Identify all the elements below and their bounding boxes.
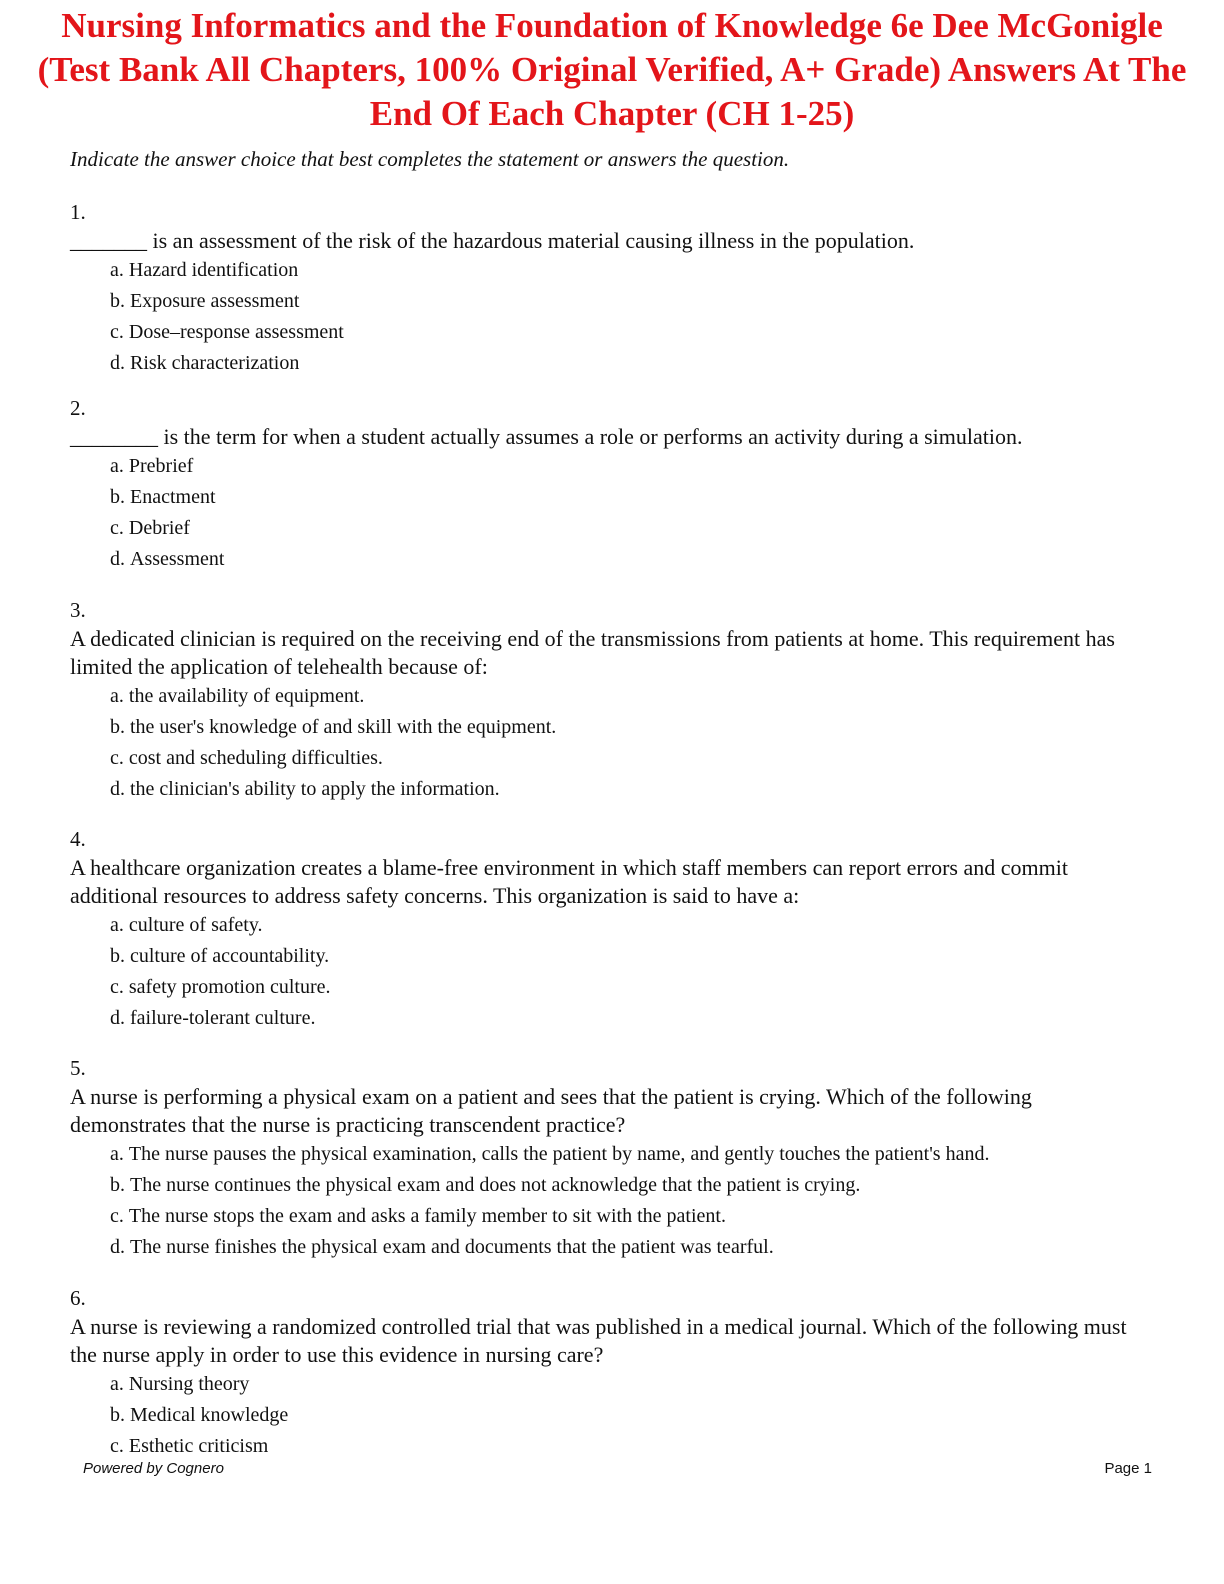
option-text: Debrief bbox=[128, 517, 190, 539]
option-text: Medical knowledge bbox=[130, 1404, 289, 1426]
option-text: the user's knowledge of and skill with the equipment. bbox=[130, 716, 557, 738]
option-text: failure-tolerant culture. bbox=[130, 1007, 316, 1029]
answer-option bbox=[110, 544, 1150, 575]
answer-option bbox=[110, 712, 1150, 743]
option-letter: a. bbox=[110, 259, 124, 281]
option-letter: b. bbox=[110, 716, 125, 738]
option-letter: c. bbox=[110, 321, 124, 343]
option-text: the availability of equipment. bbox=[128, 685, 365, 707]
question-stem: A nurse is performing a physical exam on a patient and sees that the patient is crying. Which of the following demonstrates that the nurse is practicing transcendent practice? bbox=[70, 1084, 1032, 1137]
instructions: Indicate the answer choice that best completes the statement or answers the question. bbox=[70, 147, 790, 171]
option-text: Exposure assessment bbox=[130, 290, 300, 312]
question-6 bbox=[70, 1285, 1150, 1462]
answer-options bbox=[110, 255, 1150, 379]
option-letter: b. bbox=[110, 486, 125, 508]
option-text: Hazard identification bbox=[128, 259, 299, 281]
option-text: Esthetic criticism bbox=[128, 1435, 269, 1457]
option-letter: a. bbox=[110, 685, 124, 707]
answer-options bbox=[110, 1139, 1150, 1263]
answer-options bbox=[110, 910, 1150, 1034]
answer-option bbox=[110, 1170, 1150, 1201]
question-stem-text: is the term for when a student actually assumes a role or performs an activity during a simulation. bbox=[163, 424, 1023, 449]
answer-options bbox=[110, 451, 1150, 575]
option-letter: c. bbox=[110, 1435, 124, 1457]
question-number: 5. bbox=[70, 1056, 86, 1080]
answer-option bbox=[110, 743, 1150, 774]
answer-option bbox=[110, 1400, 1150, 1431]
answer-option bbox=[110, 1139, 1150, 1170]
option-letter: b. bbox=[110, 945, 125, 967]
question-number: 1. bbox=[70, 200, 86, 224]
question-stem bbox=[70, 227, 1150, 255]
option-letter: d. bbox=[110, 548, 125, 570]
answer-option bbox=[110, 1232, 1150, 1263]
answer-option bbox=[110, 1003, 1150, 1034]
option-text: Dose–response assessment bbox=[128, 321, 344, 343]
option-letter: d. bbox=[110, 1236, 125, 1258]
question-stem: A dedicated clinician is required on the receiving end of the transmissions from patients at home. This requirement has limited the application of telehealth because of: bbox=[70, 626, 1115, 679]
option-text: cost and scheduling difficulties. bbox=[128, 747, 383, 769]
option-text: safety promotion culture. bbox=[128, 976, 331, 998]
answer-option bbox=[110, 348, 1150, 379]
question-3 bbox=[70, 597, 1150, 805]
option-text: The nurse finishes the physical exam and documents that the patient was tearful. bbox=[130, 1236, 774, 1258]
page-number: Page 1 bbox=[1104, 1460, 1152, 1477]
answer-option bbox=[110, 1201, 1150, 1232]
option-text: Prebrief bbox=[128, 455, 194, 477]
option-letter: c. bbox=[110, 517, 124, 539]
option-text: Enactment bbox=[130, 486, 216, 508]
answer-option bbox=[110, 317, 1150, 348]
answer-option bbox=[110, 1431, 1150, 1462]
question-4 bbox=[70, 826, 1150, 1034]
option-letter: d. bbox=[110, 352, 125, 374]
question-number: 6. bbox=[70, 1286, 86, 1310]
question-2 bbox=[70, 395, 1150, 575]
answer-option bbox=[110, 941, 1150, 972]
option-letter: a. bbox=[110, 914, 124, 936]
question-number: 3. bbox=[70, 598, 86, 622]
option-text: Nursing theory bbox=[128, 1373, 250, 1395]
answer-option bbox=[110, 972, 1150, 1003]
option-text: Risk characterization bbox=[130, 352, 300, 374]
answer-options bbox=[110, 681, 1150, 805]
option-letter: a. bbox=[110, 455, 124, 477]
answer-option bbox=[110, 910, 1150, 941]
question-stem: A nurse is reviewing a randomized controlled trial that was published in a medical journal. Which of the following must the nurse apply in order to use this evidence in nursing care? bbox=[70, 1314, 1127, 1367]
option-letter: b. bbox=[110, 290, 125, 312]
question-1 bbox=[70, 199, 1150, 379]
option-letter: b. bbox=[110, 1404, 125, 1426]
question-stem: A healthcare organization creates a blame-free environment in which staff members can report errors and commit additional resources to address safety concerns. This organization is said to have a: bbox=[70, 855, 1068, 908]
answer-option bbox=[110, 451, 1150, 482]
answer-option bbox=[110, 286, 1150, 317]
question-stem-text: is an assessment of the risk of the hazardous material causing illness in the population. bbox=[152, 228, 915, 253]
option-text: the clinician's ability to apply the information. bbox=[130, 778, 500, 800]
option-letter: c. bbox=[110, 747, 124, 769]
question-5 bbox=[70, 1055, 1150, 1263]
option-text: culture of safety. bbox=[128, 914, 263, 936]
option-text: The nurse pauses the physical examination, calls the patient by name, and gently touches the patient's hand. bbox=[128, 1143, 990, 1165]
option-letter: c. bbox=[110, 976, 124, 998]
question-number: 4. bbox=[70, 827, 86, 851]
option-text: culture of accountability. bbox=[130, 945, 330, 967]
answer-option bbox=[110, 1369, 1150, 1400]
option-text: The nurse stops the exam and asks a family member to sit with the patient. bbox=[128, 1205, 726, 1227]
question-stem bbox=[70, 423, 1150, 451]
option-letter: a. bbox=[110, 1373, 124, 1395]
option-letter: a. bbox=[110, 1143, 124, 1165]
answer-option bbox=[110, 255, 1150, 286]
powered-by-footer: Powered by Cognero bbox=[83, 1460, 224, 1477]
answer-options bbox=[110, 1369, 1150, 1462]
answer-option bbox=[110, 681, 1150, 712]
answer-blank: _______ bbox=[70, 228, 147, 253]
option-letter: d. bbox=[110, 1007, 125, 1029]
option-text: The nurse continues the physical exam and does not acknowledge that the patient is crying. bbox=[130, 1174, 861, 1196]
answer-blank: ________ bbox=[70, 424, 158, 449]
option-letter: d. bbox=[110, 778, 125, 800]
option-letter: b. bbox=[110, 1174, 125, 1196]
answer-option bbox=[110, 774, 1150, 805]
document-title: Nursing Informatics and the Foundation of Knowledge 6e Dee McGonigle (Test Bank All Chapters, 100% Original Verified, A+ Grade) Answers At The End Of Each Chapter (CH 1-25) bbox=[37, 6, 1187, 133]
answer-option bbox=[110, 482, 1150, 513]
answer-option bbox=[110, 513, 1150, 544]
option-text: Assessment bbox=[130, 548, 225, 570]
question-number: 2. bbox=[70, 396, 86, 420]
option-letter: c. bbox=[110, 1205, 124, 1227]
